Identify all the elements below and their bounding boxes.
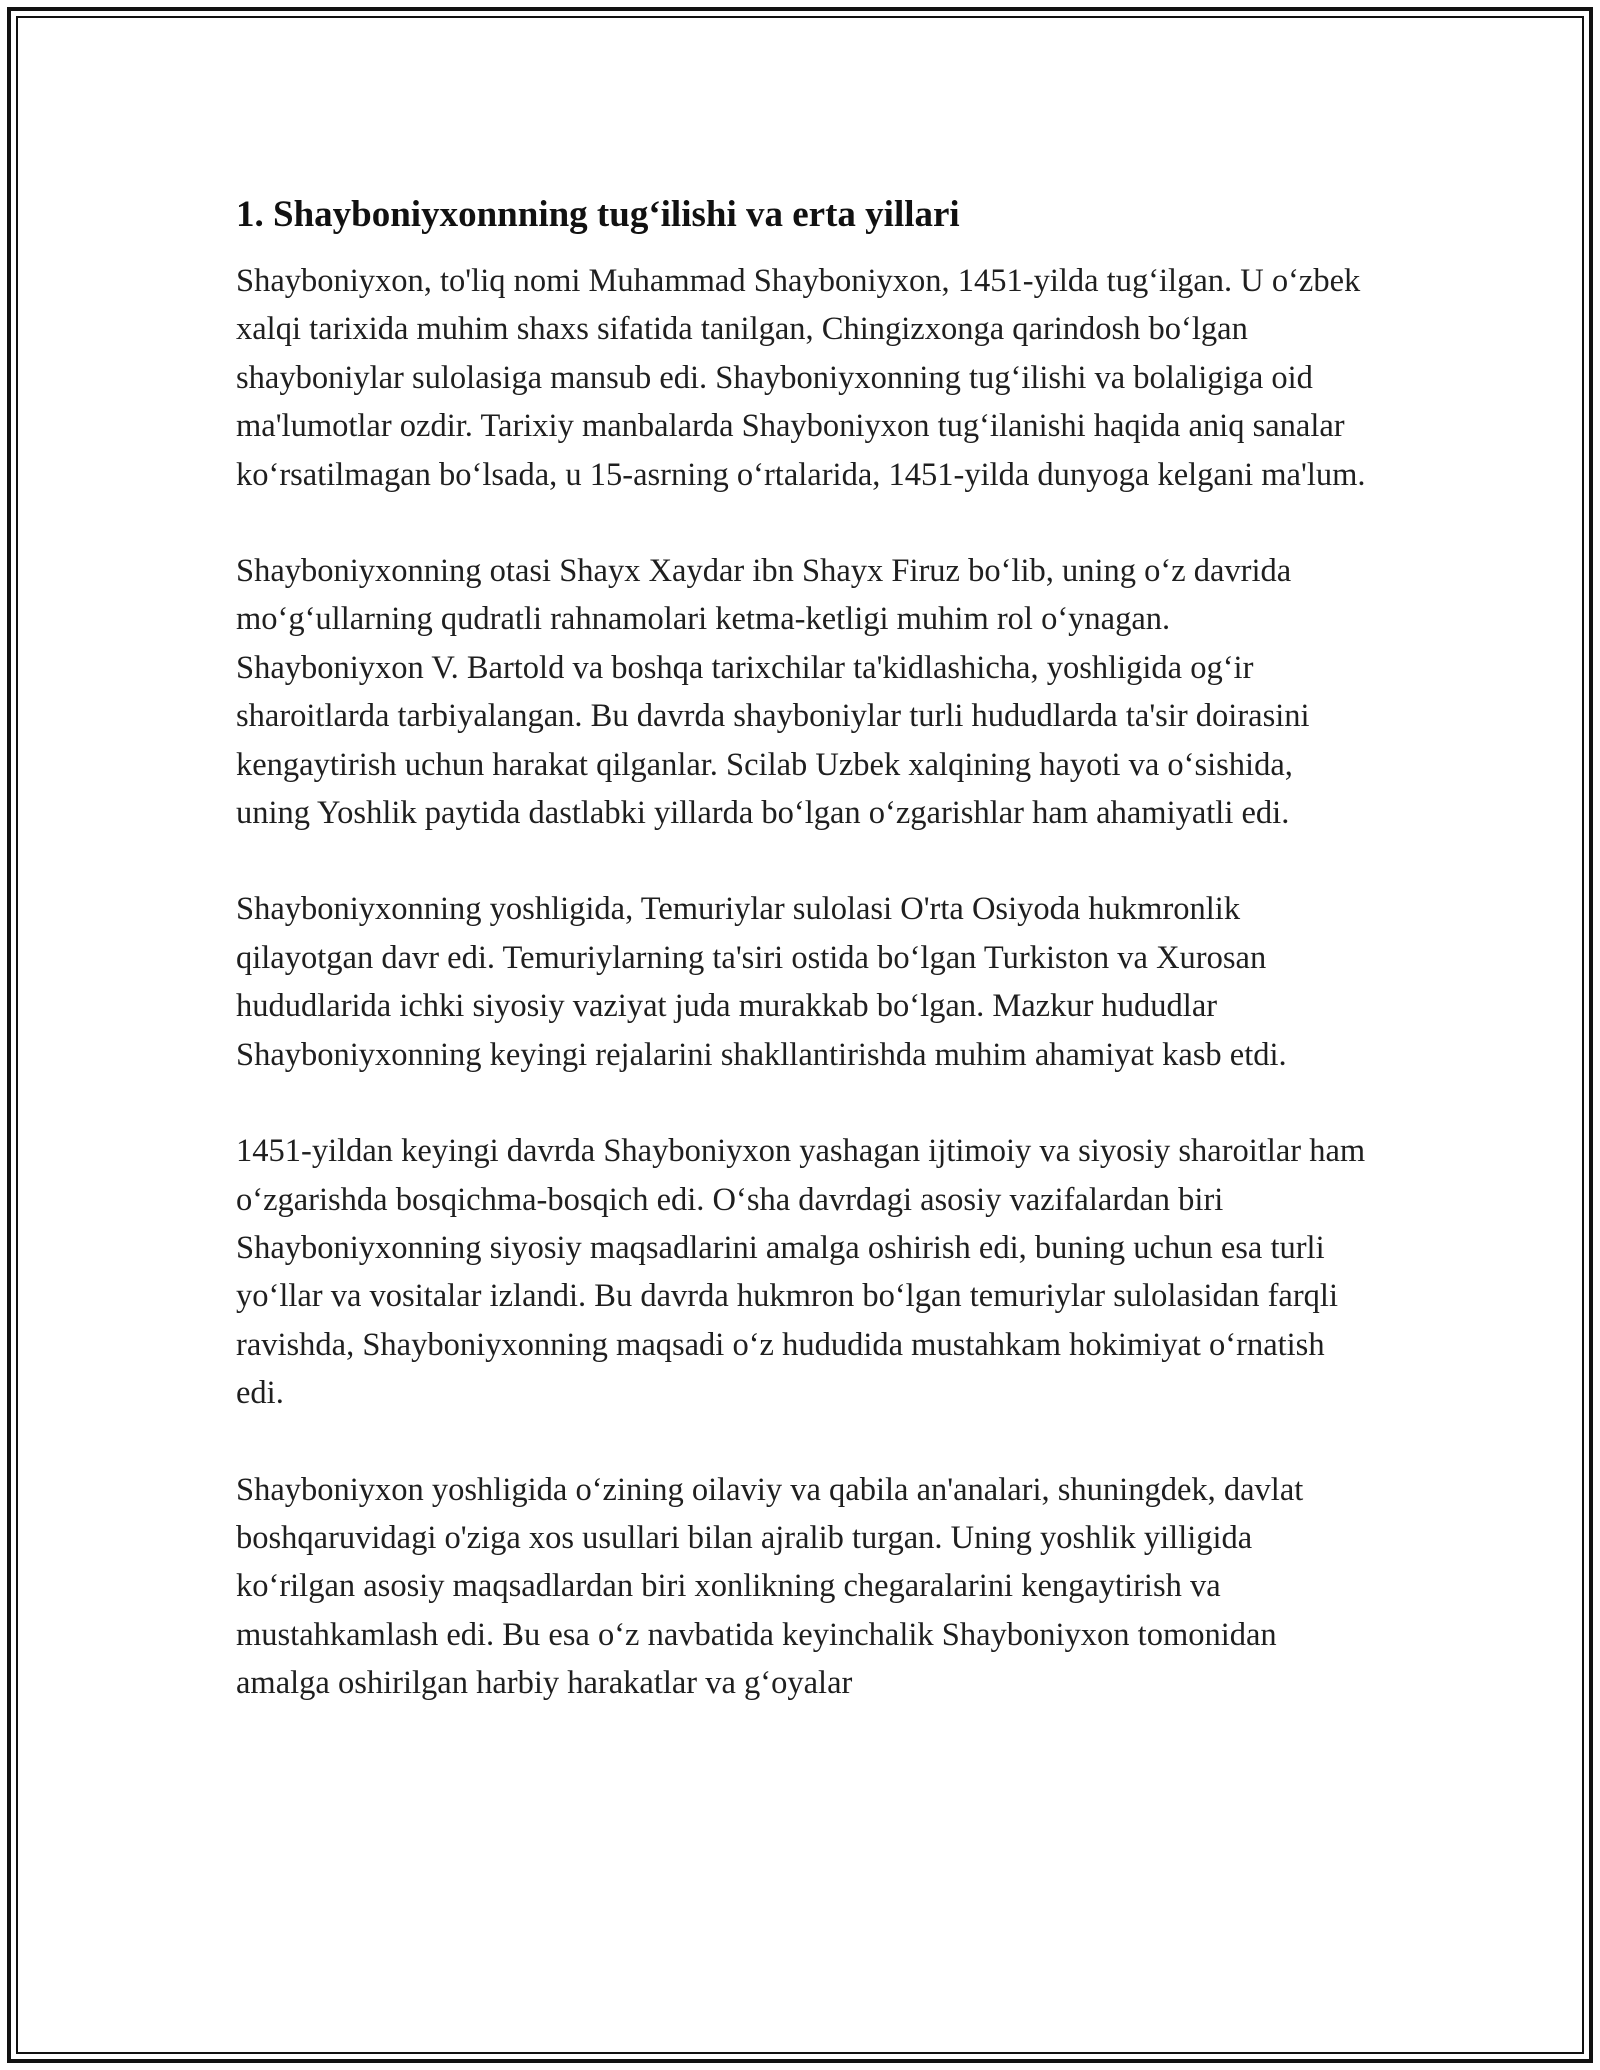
paragraph-5: Shayboniyxon yoshligida o‘zining oilaviy va qabila an'analari, shuningdek, davlat boshqaruvidagi o'ziga xos usullari bilan ajralib turgan. Uning yoshlik yilligida ko‘rilgan asosiy maqsadlardan biri xonlikning chegaralarini kengaytirish va mustahkamlash edi. Bu esa o‘z navbatida keyinchalik Shayboniyxon tomonidan amalga oshirilgan harbiy harakatlar va g‘oyalar [236, 1471, 1304, 1702]
document-body [236, 186, 1366, 1708]
paragraph-3: Shayboniyxonning yoshligida, Temuriylar sulolasi O'rta Osiyoda hukmronlik qilayotgan davr edi. Temuriylarning ta'siri ostida bo‘lgan Turkiston va Xurosan hududlarida ichki siyosiy vaziyat juda murakkab bo‘lgan. Mazkur hududlar Shayboniyxonning keyingi rejalarini shakllantirishda muhim ahamiyat kasb etdi. [236, 891, 1287, 1073]
paragraph-4: 1451-yildan keyingi davrda Shayboniyxon yashagan ijtimoiy va siyosiy sharoitlar ham o‘zgarishda bosqichma-bosqich edi. O‘sha davrdagi asosiy vazifalardan biri Shayboniyxonning siyosiy maqsadlarini amalga oshirish edi, buning uchun esa turli yo‘llar va vositalar izlandi. Bu davrda hukmron bo‘lgan temuriylar sulolasidan farqli ravishda, Shayboniyxonning maqsadi o‘z hududida mustahkam hokimiyat o‘rnatish edi. [236, 1133, 1366, 1412]
section-heading: 1. Shayboniyxonnning tug‘ilishi va erta yillari [236, 194, 960, 235]
paragraph-2: Shayboniyxonning otasi Shayx Xaydar ibn Shayx Firuz bo‘lib, uning o‘z davrida mo‘g‘ullarning qudratli rahnamolari ketma-ketligi muhim rol o‘ynagan. Shayboniyxon V. Bartold va boshqa tarixchilar ta'kidlashicha, yoshligida og‘ir sharoitlarda tarbiyalangan. Bu davrda shayboniylar turli hududlarda ta'sir doirasini kengaytirish uchun harakat qilganlar. Scilab Uzbek xalqining hayoti va o‘sishida, uning Yoshlik paytida dastlabki yillarda bo‘lgan o‘zgarishlar ham ahamiyatli edi. [236, 553, 1310, 832]
paragraph-1: Shayboniyxon, to'liq nomi Muhammad Shayboniyxon, 1451-yilda tug‘ilgan. U o‘zbek xalqi tarixida muhim shaxs sifatida tanilgan, Chingizxonga qarindosh bo‘lgan shayboniylar sulolasiga mansub edi. Shayboniyxonning tug‘ilishi va bolaligiga oid ma'lumotlar ozdir. Tarixiy manbalarda Shayboniyxon tug‘ilanishi haqida aniq sanalar ko‘rsatilmagan bo‘lsada, u 15-asrning o‘rtalarida, 1451-yilda dunyoga kelgani ma'lum. [236, 263, 1366, 493]
